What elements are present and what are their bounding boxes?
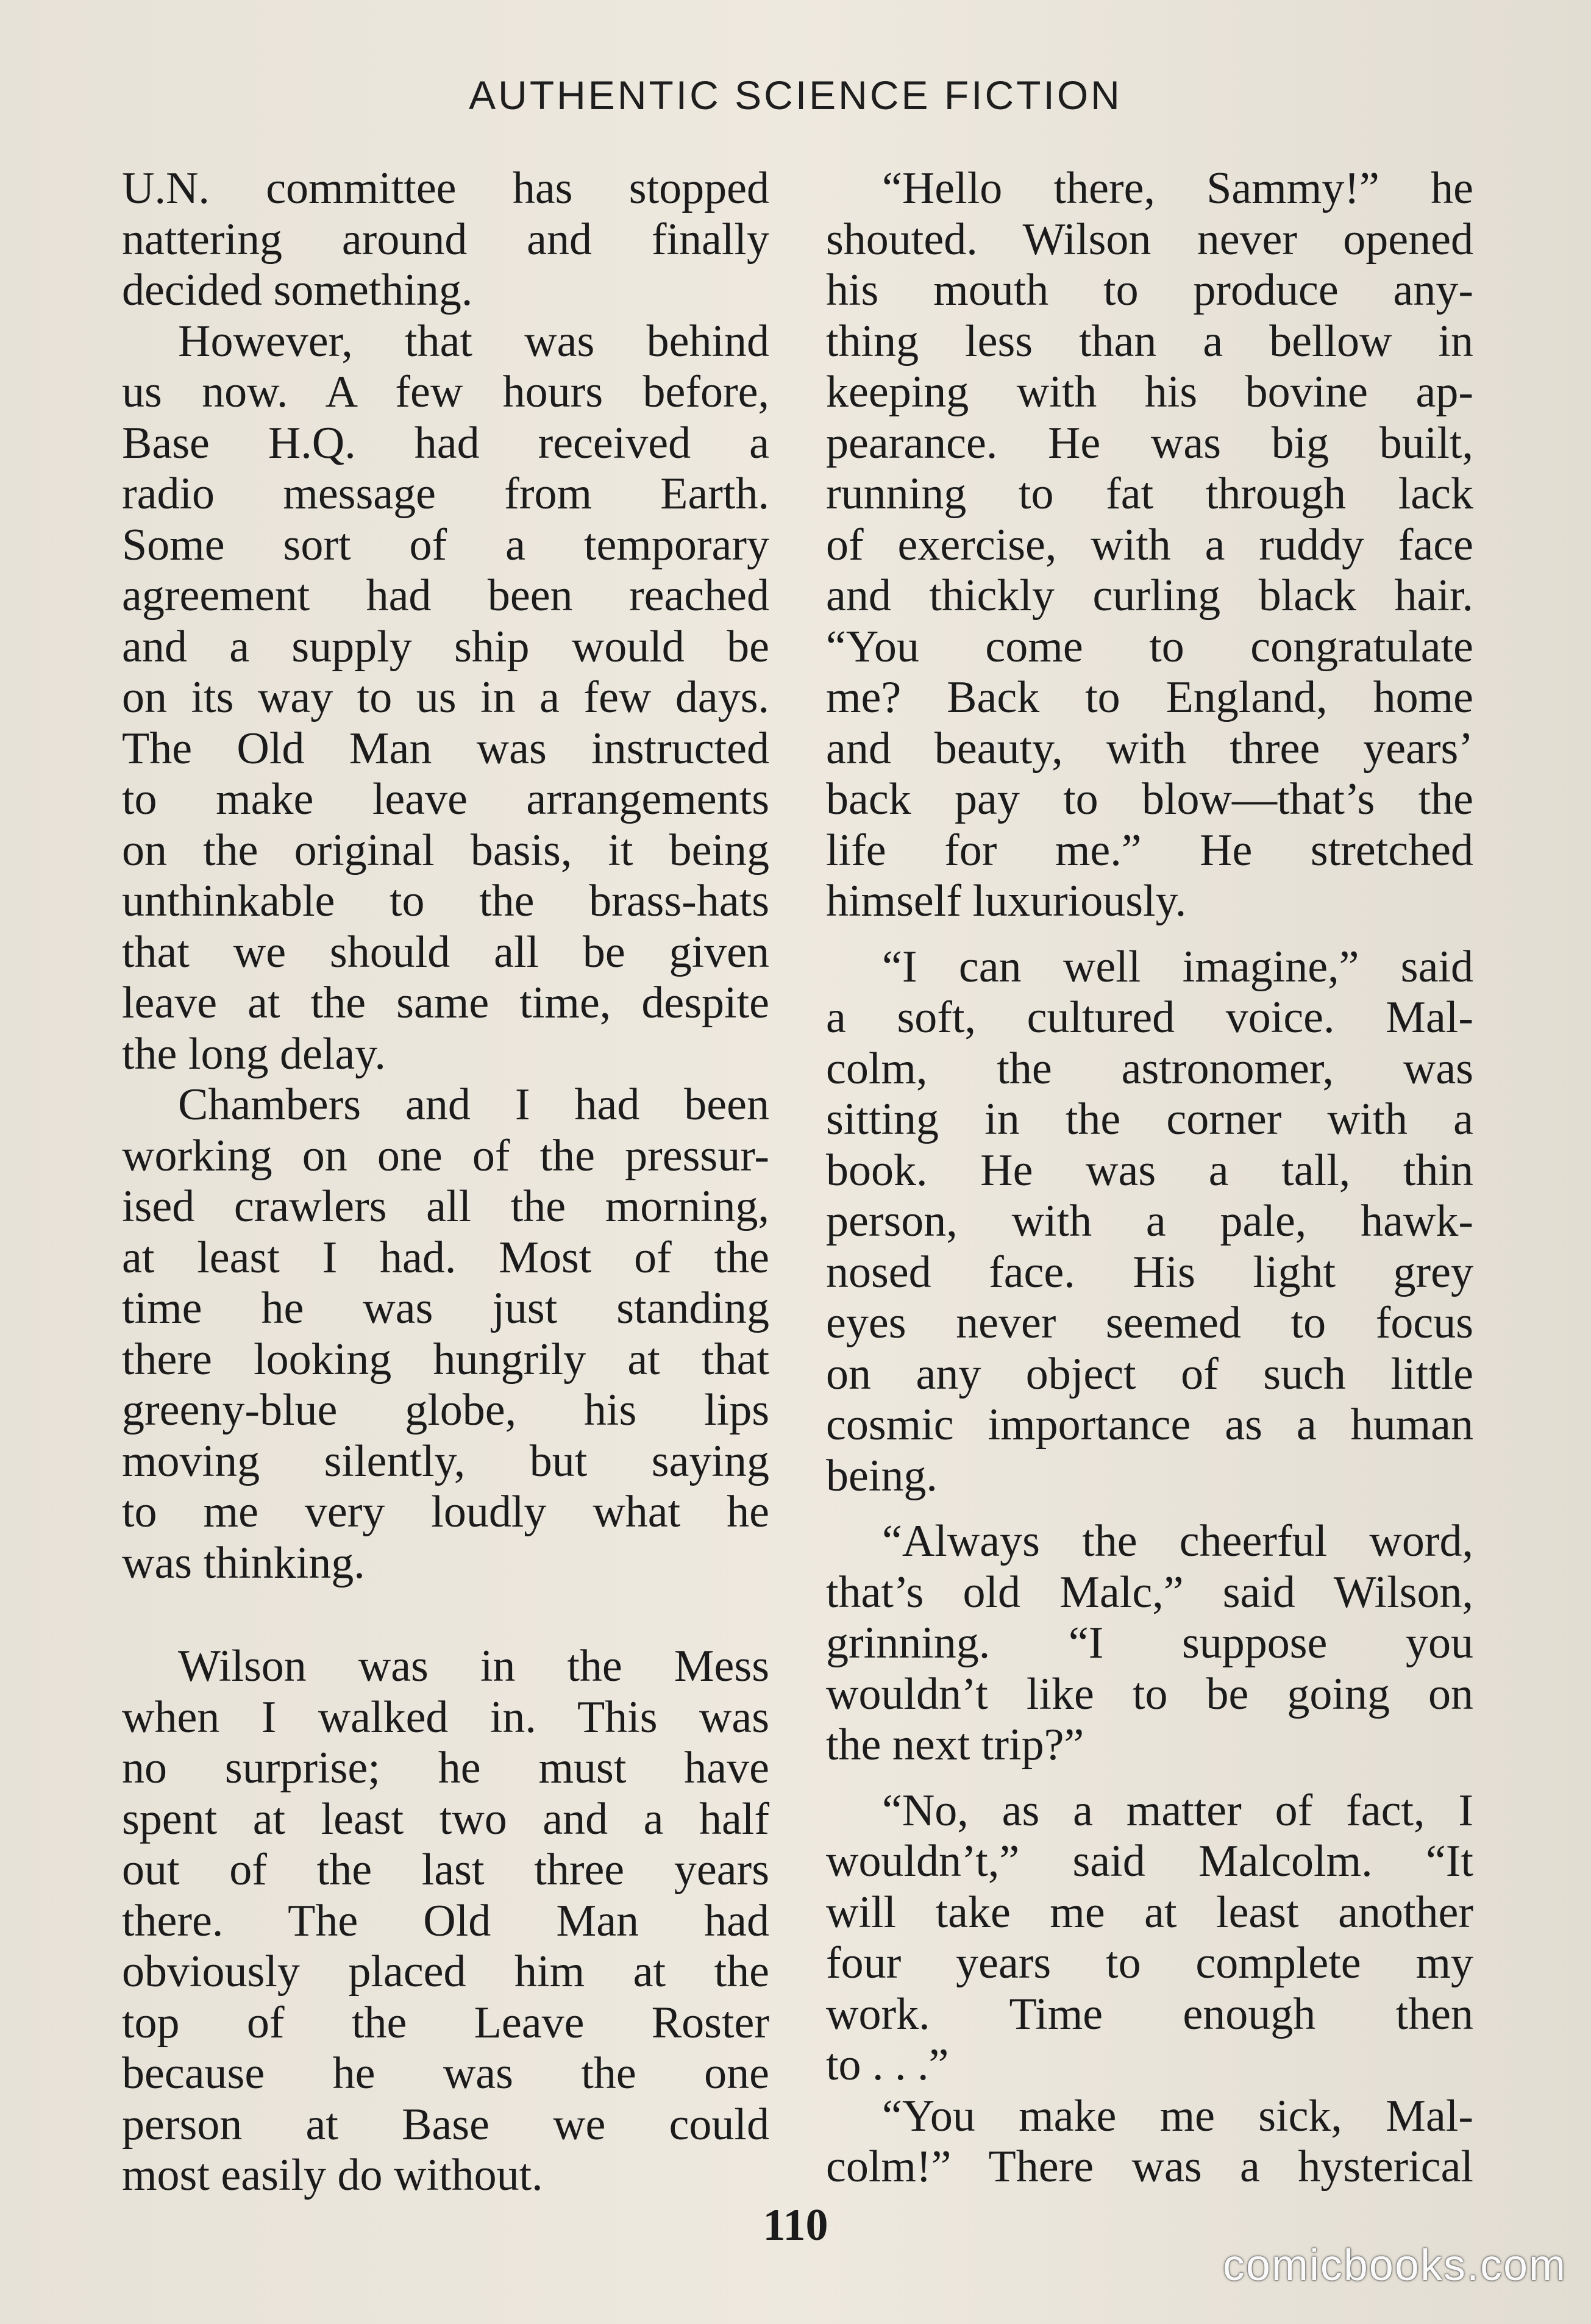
text-line: on the original basis, it being	[122, 825, 769, 875]
text-line: nattering around and finally	[122, 214, 769, 265]
text-line: his mouth to produce any-	[826, 265, 1473, 315]
text-line: a soft, cultured voice. Mal-	[826, 993, 1473, 1043]
text-line: decided something.	[122, 265, 473, 315]
page-number: 110	[763, 2200, 828, 2250]
text-line: there looking hungrily at that	[122, 1334, 769, 1385]
text-line: running to fat through lack	[826, 469, 1473, 519]
text-line: the long delay.	[122, 1028, 386, 1079]
text-line: there. The Old Man had	[122, 1895, 769, 1946]
text-line: wouldn’t,” said Malcolm. “It	[826, 1836, 1473, 1886]
text-line: top of the Leave Roster	[122, 1997, 769, 2048]
text-line: “Hello there, Sammy!” he	[882, 163, 1473, 213]
text-line: because he was the one	[122, 2048, 769, 2098]
text-line: “I can well imagine,” said	[882, 941, 1473, 992]
text-line: obviously placed him at the	[122, 1947, 769, 1997]
text-line: and a supply ship would be	[122, 621, 769, 672]
text-line: no surprise; he must have	[122, 1743, 769, 1793]
text-line: spent at least two and a half	[122, 1794, 769, 1844]
text-line: sitting in the corner with a	[826, 1094, 1473, 1144]
text-line: life for me.” He stretched	[826, 825, 1473, 875]
text-line: me? Back to England, home	[826, 672, 1473, 722]
watermark-text: comicbooks.com	[1222, 2241, 1567, 2290]
running-header: AUTHENTIC SCIENCE FICTION	[469, 73, 1122, 118]
text-line: moving silently, but saying	[122, 1436, 769, 1486]
text-line: work. Time enough then	[826, 1989, 1473, 2039]
text-line: us now. A few hours before,	[122, 367, 769, 417]
text-line: on any object of such little	[826, 1349, 1473, 1399]
right-column	[826, 163, 1473, 2193]
text-line: that we should all be given	[122, 927, 769, 977]
text-line: “You make me sick, Mal-	[882, 2091, 1473, 2141]
text-line: person at Base we could	[122, 2099, 769, 2150]
text-line: pearance. He was big built,	[826, 418, 1473, 468]
text-line: radio message from Earth.	[122, 469, 769, 519]
text-line: when I walked in. This was	[122, 1692, 769, 1742]
text-line: working on one of the pressur-	[122, 1130, 769, 1181]
text-line: agreement had been reached	[122, 571, 769, 621]
text-line: four years to complete my	[826, 1938, 1473, 1988]
text-line: at least I had. Most of the	[122, 1232, 769, 1283]
text-line: “You come to congratulate	[826, 621, 1473, 672]
text-line: and thickly curling black hair.	[826, 571, 1473, 621]
text-line: out of the last three years	[122, 1845, 769, 1895]
text-line: thing less than a bellow in	[826, 316, 1473, 366]
text-line: keeping with his bovine ap-	[826, 367, 1473, 417]
section-break	[122, 1589, 769, 1641]
text-line: time he was just standing	[122, 1283, 769, 1333]
text-line: colm, the astronomer, was	[826, 1043, 1473, 1094]
paragraph-gap	[826, 1502, 1473, 1516]
text-line: “No, as a matter of fact, I	[882, 1785, 1473, 1836]
text-line: will take me at least another	[826, 1887, 1473, 1937]
text-line: ised crawlers all the morning,	[122, 1182, 769, 1232]
text-line: eyes never seemed to focus	[826, 1298, 1473, 1348]
text-line: Base H.Q. had received a	[122, 418, 769, 468]
text-line: greeny-blue globe, his lips	[122, 1385, 769, 1435]
text-line: nosed face. His light grey	[826, 1247, 1473, 1297]
paragraph-gap	[826, 1771, 1473, 1786]
text-line: book. He was a tall, thin	[826, 1145, 1473, 1196]
text-line: to me very loudly what he	[122, 1487, 769, 1537]
text-line: unthinkable to the brass-hats	[122, 876, 769, 926]
text-line: “Always the cheerful word,	[882, 1516, 1473, 1566]
text-line: colm!” There was a hysterical	[826, 2142, 1473, 2192]
text-line: back pay to blow—that’s the	[826, 774, 1473, 824]
paragraph-gap	[826, 927, 1473, 942]
text-line: of exercise, with a ruddy face	[826, 519, 1473, 570]
text-line: himself luxuriously.	[826, 876, 1187, 926]
text-line: that’s old Malc,” said Wilson,	[826, 1567, 1473, 1617]
text-line: U.N. committee has stopped	[122, 163, 769, 213]
text-line: Wilson was in the Mess	[178, 1641, 769, 1691]
left-column	[122, 163, 769, 2201]
text-line: shouted. Wilson never opened	[826, 214, 1473, 265]
text-line: being.	[826, 1450, 938, 1501]
text-line: Some sort of a temporary	[122, 519, 769, 570]
text-line: to make leave arrangements	[122, 774, 769, 824]
text-line: and beauty, with three years’	[826, 723, 1473, 774]
text-line: on its way to us in a few days.	[122, 672, 769, 722]
text-line: most easily do without.	[122, 2150, 543, 2200]
text-line: to . . .”	[826, 2040, 949, 2090]
text-line: cosmic importance as a human	[826, 1400, 1473, 1450]
text-line: However, that was behind	[178, 316, 769, 366]
text-line: was thinking.	[122, 1538, 365, 1588]
text-line: person, with a pale, hawk-	[826, 1196, 1473, 1246]
text-line: wouldn’t like to be going on	[826, 1669, 1473, 1719]
text-line: The Old Man was instructed	[122, 723, 769, 774]
text-line: the next trip?”	[826, 1720, 1084, 1770]
text-line: Chambers and I had been	[178, 1080, 769, 1130]
text-line: leave at the same time, despite	[122, 978, 769, 1028]
text-line: grinning. “I suppose you	[826, 1618, 1473, 1668]
